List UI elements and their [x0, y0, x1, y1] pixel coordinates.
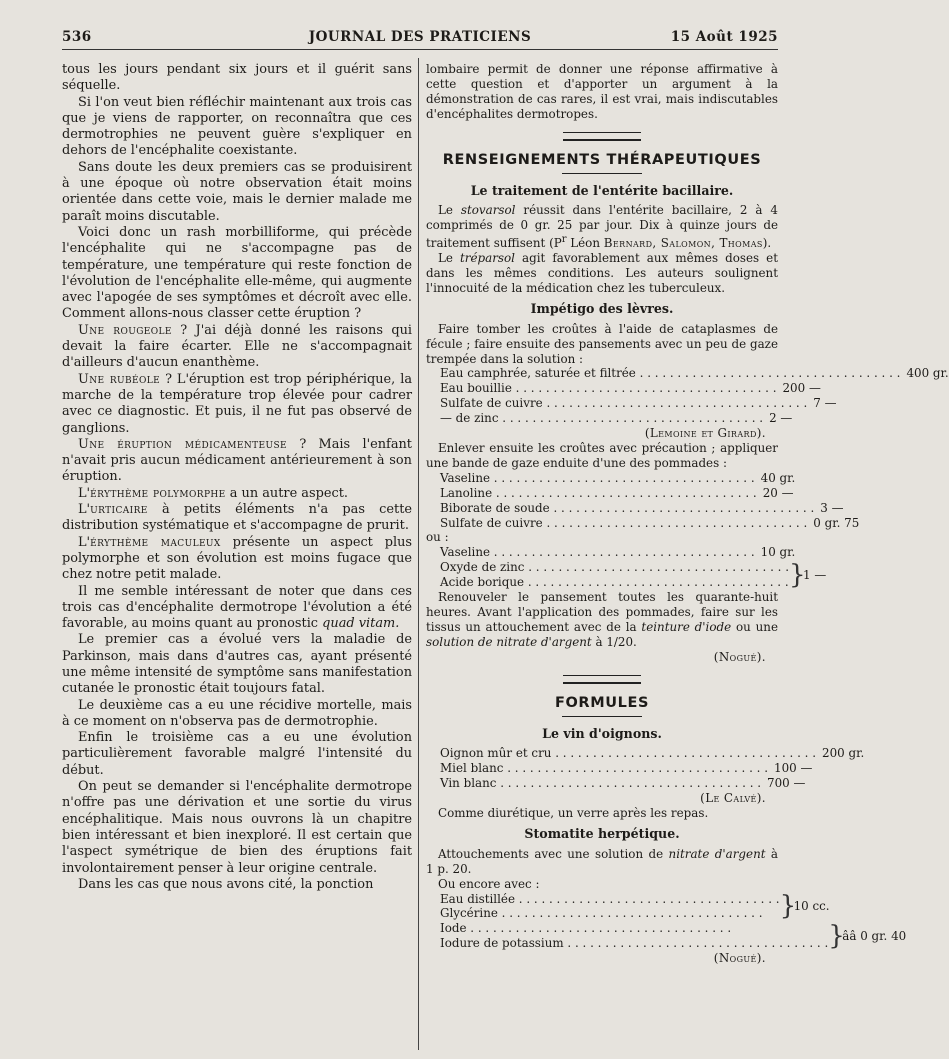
ornament-rule [563, 675, 641, 684]
section-heading: RENSEIGNEMENTS THÉRAPEUTIQUES [442, 151, 762, 168]
paragraph: On peut se demander si l'encéphalite dermotrope n'offre pas une dérivation et une sortie du virus encéphalitique. Mais nous ouvrons là un chapitre bien intéressant et bien inexploré. Il est certain que l'aspect symétrique de bien des éruptions fait involontairement penser à leur origine centrale. [62, 779, 412, 876]
term: Une rubéole [78, 371, 161, 387]
column-divider [418, 58, 419, 1050]
paragraph: Le deuxième cas a eu une récidive mortelle, mais à ce moment on n'observa pas de dermotrophie. [62, 697, 412, 729]
brace: } [828, 921, 845, 952]
left-column [62, 62, 412, 893]
reference: (Nogué). [713, 649, 766, 664]
journal-title: JOURNAL DES PRATICIENS [308, 29, 532, 45]
recipe-row: Lanoline . . . 20 — [440, 486, 762, 501]
recipe-row: Eau bouillie . . . 200 — [440, 381, 762, 396]
article-title: Le vin d'oignons. [542, 725, 662, 741]
term: urticaire [90, 502, 148, 518]
paragraph: Faire tomber les croûtes à l'aide de cataplasmes de fécule ; faire ensuite des pansements avec un peu de gaze trempée dans la solution : [426, 321, 778, 366]
page-number: 536 [62, 29, 92, 45]
paragraph: Comme diurétique, un verre après les repas. [438, 806, 709, 821]
recipe-row: Vaseline . . . 10 gr. [440, 545, 762, 560]
paragraph: Le premier cas a évolué vers la maladie de Parkinson, mais dans d'autres cas, ayant présenté une même intensité de symptôme sans manifestation cutanée le pronostic était toujours fatal. [62, 632, 412, 697]
paragraph: Ou encore avec : [438, 876, 540, 891]
divider [562, 716, 642, 717]
paragraph: Une éruption médicamenteuse ? Mais l'enfant n'avait pris aucun médicament antérieurement à son éruption. [62, 436, 412, 485]
article-title: Le traitement de l'entérite bacillaire. [470, 182, 734, 198]
term: Une éruption médicamenteuse [78, 436, 288, 452]
article-title: Impétigo des lèvres. [530, 300, 674, 316]
page-header [62, 27, 778, 50]
reference: (Lemoine et Girard). [644, 426, 766, 441]
or-label: ou : [426, 530, 449, 545]
paragraph: L'urticaire à petits éléments n'a pas cette distribution systématique et s'accompagne de prurit. [62, 502, 412, 534]
reference: (Nogué). [713, 951, 766, 966]
recipe-row: Miel blanc . . . 100 — [440, 761, 762, 776]
divider [562, 173, 642, 174]
recipe-row: Biborate de soude . . . 3 — [440, 501, 762, 516]
term: érythème polymorphe [90, 485, 226, 501]
paragraph: Renouveler le pansement toutes les quarante-huit heures. Avant l'application des pommades, faire sur les tissus un attouchement avec de la teinture d'iode ou une solution de nitrate d'argent à 1/20. [426, 590, 778, 649]
paragraph: Le stovarsol réussit dans l'entérite bacillaire, 2 à 4 comprimés de 0 gr. 25 par jour. Dix à quinze jours de traitement suffisent ($P^r$ Léon Bernard, Salomon, Thomas). [426, 203, 778, 251]
recipe-row: — de zinc . . . 2 — [440, 411, 762, 426]
paragraph: Une rougeole ? J'ai déjà donné les raisons qui devait la faire écarter. Elle ne s'accompagnait d'ailleurs d'aucun enanthème. [62, 322, 412, 371]
right-column [426, 62, 949, 966]
paragraph: L'érythème maculeux présente un aspect plus polymorphe et son évolution est moins fugace que chez notre petit malade. [62, 534, 413, 583]
term: Une rougeole [78, 322, 172, 338]
reference: (Le Calvé). [700, 791, 766, 806]
recipe-row: Eau camphrée, saturée et filtrée . . . 400 gr. [440, 366, 762, 381]
recipe-table [440, 545, 827, 591]
paragraph: Le tréparsol agit favorablement aux mêmes doses et dans les mêmes conditions. Les auteurs soulignent l'innocuité de la médication chez les tuberculeux. [426, 251, 779, 295]
recipe-table [440, 470, 860, 531]
recipe-row: Oignon mûr et cru . . . 200 gr. [440, 746, 762, 761]
recipe-group: Iode . . . Iodure de potassium . . . } ââ 0 gr. 40 [440, 921, 762, 951]
paragraph: lombaire permit de donner une réponse affirmative à cette question et d'apporter un argument à la démonstration de cas rares, il est vrai, mais indiscutables d'encéphalites dermotropes. [426, 62, 778, 121]
recipe-row: Sulfate de cuivre . . . 7 — [440, 396, 762, 411]
recipe-row: Vaseline . . . 40 gr. [440, 471, 762, 486]
paragraph: tous les jours pendant six jours et il guérit sans séquelle. [62, 62, 412, 94]
paragraph: Sans doute les deux premiers cas se produisirent à une époque où notre observation était moins orientée dans cette voie, mais le dernier malade me paraît moins discutable. [62, 159, 412, 224]
paragraph: Dans les cas que nous avons cité, la ponction [78, 876, 374, 892]
paragraph: Enfin le troisième cas a eu une évolution particulièrement favorable malgré l'intensité du début. [62, 730, 412, 778]
term: érythème maculeux [90, 534, 221, 550]
paragraph: L'érythème polymorphe a un autre aspect. [78, 485, 348, 501]
paragraph: Enlever ensuite les croûtes avec précaution ; appliquer une bande de gaze enduite d'une des pommades : [426, 441, 778, 470]
recipe-group: Oxyde de zinc . . . Acide borique . . . } 1 — [440, 560, 762, 590]
recipe-group: Eau distillée . . . Glycérine . . . } 10 cc. [440, 892, 762, 922]
issue-date: 15 Août 1925 [670, 29, 778, 45]
paragraph: Si l'on veut bien réfléchir maintenant aux trois cas que je viens de rapporter, on reconnaîtra que ces dermotrophies ne peuvent guère s'expliquer en dehors de l'encéphalite coexistante. [62, 94, 412, 159]
section-heading: FORMULES [555, 694, 649, 711]
paragraph: Voici donc un rash morbilliforme, qui précède l'encéphalite qui ne s'accompagne pas de température, une température qui reste fonction de l'évolution de l'encéphalite elle-même, qui augmente avec l'apogée de ses symptômes et décroît avec elle. Comment allons-nous classer cette éruption ? [62, 224, 412, 322]
paragraph: Il me semble intéressant de noter que dans ces trois cas d'encéphalite dermotrope l'évolution a été favorable, au moins quant au pronostic quad vitam. [62, 583, 412, 632]
brace: } [779, 891, 797, 922]
recipe-table [440, 746, 865, 791]
ornament-rule [563, 132, 641, 141]
brace: } [789, 560, 806, 591]
recipe-table [440, 366, 949, 426]
recipe-row: Vin blanc . . . 700 — [440, 776, 762, 791]
recipe-row: Sulfate de cuivre . . . 0 gr. 75 [440, 516, 762, 531]
recipe-table [440, 891, 907, 952]
article-title: Stomatite herpétique. [524, 825, 680, 841]
paragraph: Attouchements avec une solution de nitrate d'argent à 1 p. 20. [426, 846, 778, 876]
paragraph: Une rubéole ? L'éruption est trop périphérique, la marche de la température trop élevée pour cadrer avec ce diagnostic. Et puis, il ne fut pas observé de ganglions. [62, 371, 412, 436]
